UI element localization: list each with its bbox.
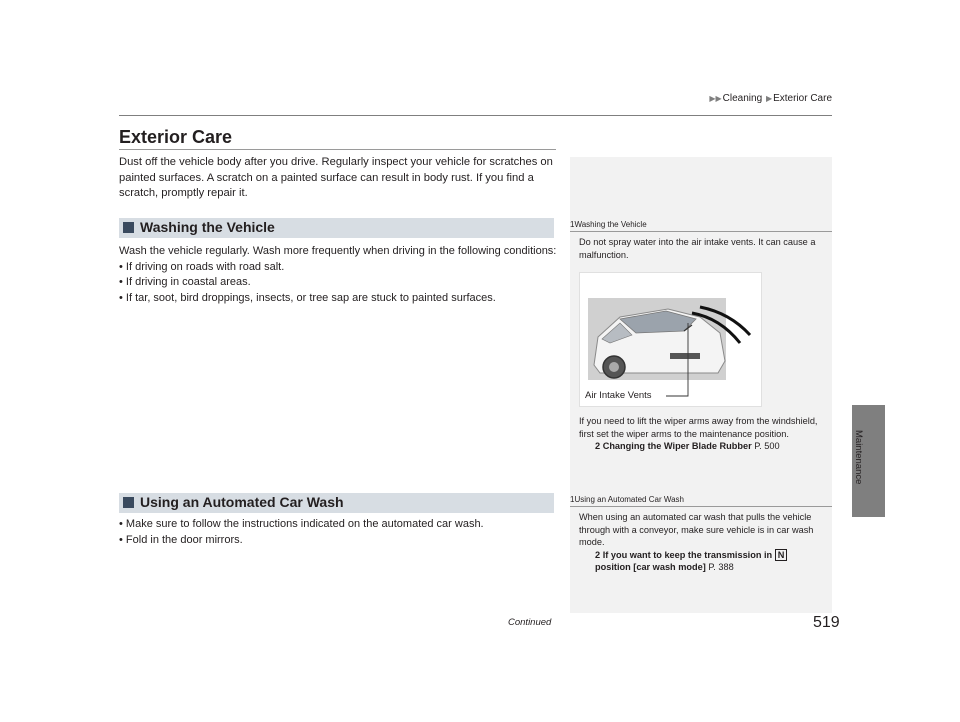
list-item: • If driving on roads with road salt. <box>119 260 285 273</box>
note-header-washing: 1Washing the Vehicle <box>570 220 647 229</box>
section-square-icon <box>123 222 134 233</box>
continued-label: Continued <box>508 617 552 628</box>
washing-body <box>119 244 559 306</box>
list-item: • If tar, soot, bird droppings, insects, or tree sap are stuck to painted surfaces. <box>119 291 496 304</box>
note-rule <box>570 231 832 232</box>
reference-arrow-icon: 2 <box>595 549 601 560</box>
breadcrumb-arrow-icon: ▶ <box>765 94 773 103</box>
note1-text1: Do not spray water into the air intake vents. It can cause a malfunction. <box>579 237 816 260</box>
car-illustration <box>579 272 762 407</box>
section-title-washing: Washing the Vehicle <box>140 219 275 235</box>
gear-n-box: N <box>775 549 788 561</box>
breadcrumb <box>708 93 832 104</box>
washing-text: Wash the vehicle regularly. Wash more frequently when driving in the following conditions: <box>119 245 557 257</box>
autowash-body <box>119 517 559 548</box>
note2-body: When using an automated car wash that pulls the vehicle through with a conveyor, make sure vehicle is in car wash mode. 2 If you want to keep the transmission in N position [car wash mode] P. 388 <box>579 511 826 574</box>
intro-paragraph: Dust off the vehicle body after you drive. Regularly inspect your vehicle for scratches on painted surfaces. A scratch on a painted surface can result in body rust. If you find a scratch, promptly repair it. <box>119 156 553 199</box>
header-rule <box>119 115 832 116</box>
list-item: • Fold in the door mirrors. <box>119 533 243 546</box>
note-header-autowash: 1Using an Automated Car Wash <box>570 495 684 504</box>
breadcrumb-arrow-icon: ▶▶ <box>709 94 722 103</box>
page-number: 519 <box>813 614 840 631</box>
page-title: Exterior Care <box>119 127 233 147</box>
cross-reference[interactable]: 2 If you want to keep the transmission in N position [car wash mode] P. 388 <box>579 549 826 574</box>
section-header-autowash <box>119 493 554 513</box>
note-rule <box>570 506 832 507</box>
section-title-autowash: Using an Automated Car Wash <box>140 494 344 510</box>
reference-arrow-icon: 2 <box>595 441 601 452</box>
title-rule <box>119 149 556 150</box>
breadcrumb-exterior-care: Exterior Care <box>773 93 832 104</box>
side-tab-label: Maintenance <box>853 430 864 485</box>
section-header-washing <box>119 218 554 238</box>
note1-text2: If you need to lift the wiper arms away from the windshield, first set the wiper arms to the maintenance position. 2 Changing the Wiper Blade Rubber P. 500 <box>579 415 826 453</box>
note-icon: 1 <box>570 495 575 504</box>
list-item: • If driving in coastal areas. <box>119 276 251 288</box>
figure-caption: Air Intake Vents <box>585 390 652 401</box>
note-icon: 1 <box>570 220 575 229</box>
section-square-icon <box>123 497 134 508</box>
cross-reference[interactable]: 2 Changing the Wiper Blade Rubber P. 500 <box>595 441 780 452</box>
list-item: • Make sure to follow the instructions indicated on the automated car wash. <box>119 518 484 530</box>
breadcrumb-cleaning: Cleaning <box>722 93 763 104</box>
car-icon <box>580 273 761 406</box>
